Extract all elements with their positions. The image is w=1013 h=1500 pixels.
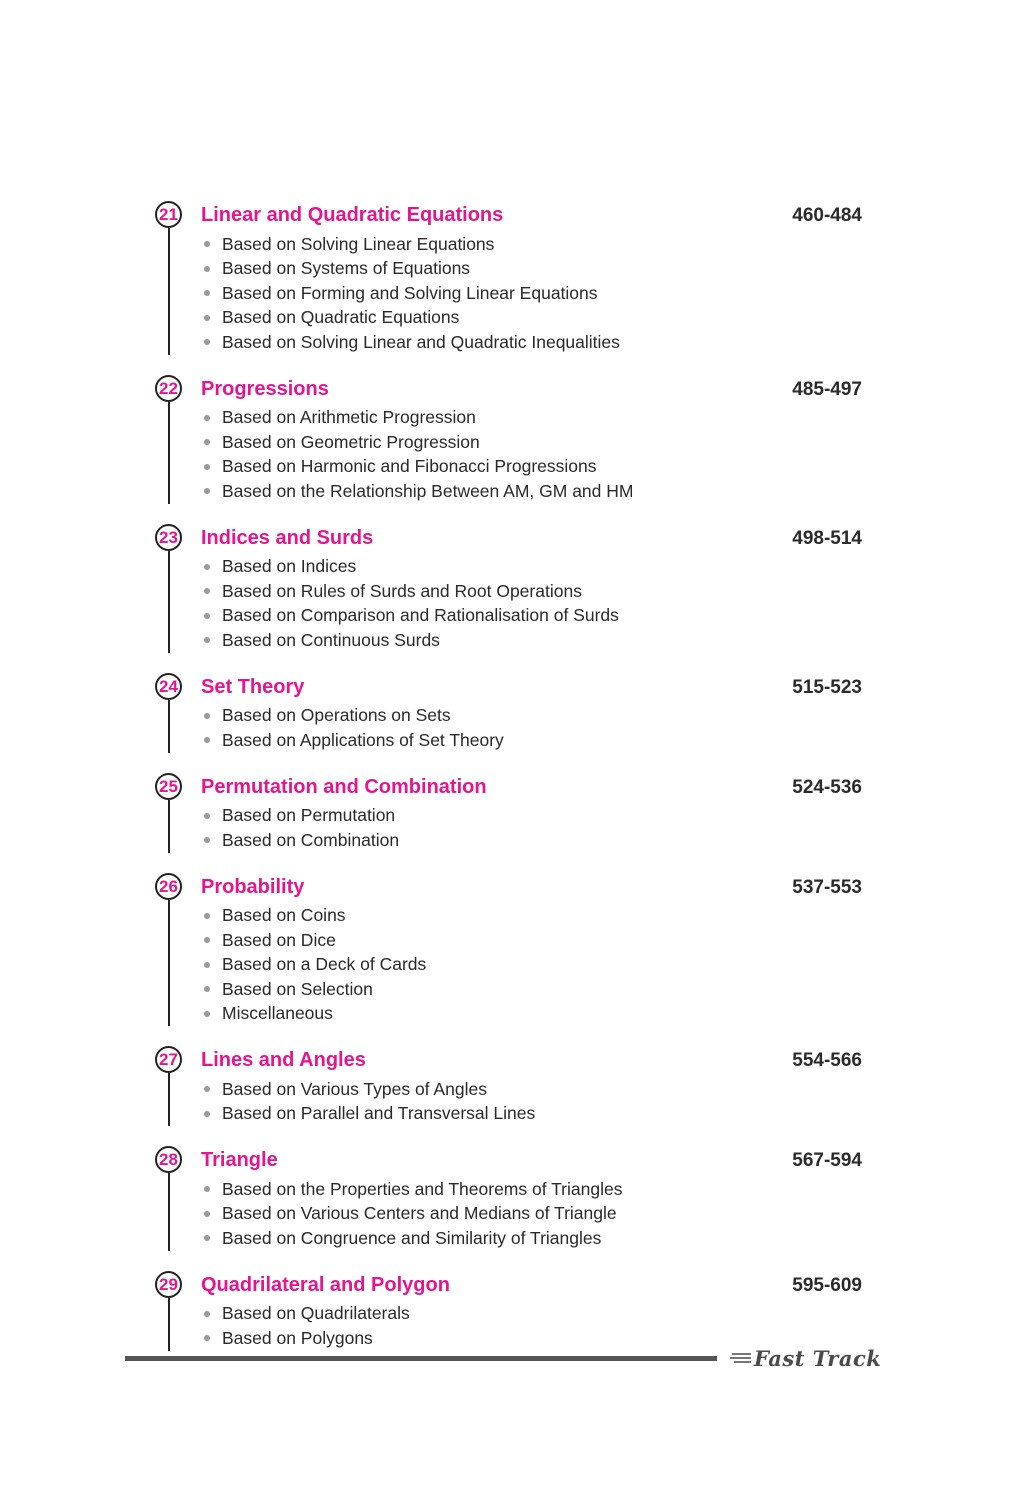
- chapter-entry: [150, 870, 862, 1027]
- bullet-icon: [204, 737, 210, 743]
- chapter-page-range: 485-497: [792, 378, 862, 400]
- topic-label: Based on Quadratic Equations: [222, 307, 460, 328]
- topic-label: Based on Solving Linear and Quadratic Inequalities: [222, 331, 620, 352]
- topic-item: [201, 628, 862, 653]
- bullet-icon: [204, 813, 210, 819]
- topic-label: Based on Permutation: [222, 805, 396, 826]
- topic-label: Based on Parallel and Transversal Lines: [222, 1103, 536, 1124]
- topic-label: Miscellaneous: [222, 1003, 333, 1024]
- chapter-header: [201, 770, 862, 804]
- topic-item: [201, 804, 862, 829]
- chapter-title: Set Theory: [201, 675, 305, 698]
- topic-list: [201, 804, 862, 853]
- chapter-page-range: 595-609: [792, 1274, 862, 1296]
- chapter-header: [201, 1043, 862, 1077]
- topic-list: [201, 1177, 862, 1251]
- topic-item: [201, 232, 862, 257]
- bullet-icon: [204, 1311, 210, 1317]
- topic-item: [201, 1202, 862, 1227]
- bullet-icon: [204, 1011, 210, 1017]
- chapter-number-badge: 26: [155, 873, 182, 900]
- topic-label: Based on Various Centers and Medians of Triangle: [222, 1203, 617, 1224]
- topic-item: [201, 1226, 862, 1251]
- chapter-connector-line: [168, 228, 170, 355]
- topic-label: Based on Polygons: [222, 1327, 373, 1348]
- topic-item: [201, 1302, 862, 1327]
- topic-label: Based on Rules of Surds and Root Operations: [222, 580, 582, 601]
- chapter-entry: [150, 1143, 862, 1251]
- topic-label: Based on Coins: [222, 905, 346, 926]
- bullet-icon: [204, 588, 210, 594]
- chapter-title: Quadrilateral and Polygon: [201, 1273, 450, 1296]
- topic-label: Based on a Deck of Cards: [222, 954, 427, 975]
- bullet-icon: [204, 1086, 210, 1092]
- topic-label: Based on Quadrilaterals: [222, 1303, 410, 1324]
- chapter-number-badge: 29: [155, 1271, 182, 1298]
- brand-logo: [730, 1343, 881, 1373]
- bullet-icon: [204, 439, 210, 445]
- bullet-icon: [204, 488, 210, 494]
- chapter-header: [201, 521, 862, 555]
- chapter-entry: [150, 372, 862, 504]
- bullet-icon: [204, 339, 210, 345]
- topic-item: [201, 928, 862, 953]
- chapter-header: [201, 198, 862, 232]
- topic-item: [201, 1002, 862, 1027]
- topic-item: [201, 579, 862, 604]
- topic-label: Based on Continuous Surds: [222, 629, 440, 650]
- topic-label: Based on Selection: [222, 978, 373, 999]
- chapter-connector-line: [168, 551, 170, 653]
- bullet-icon: [204, 241, 210, 247]
- chapter-page-range: 524-536: [792, 776, 862, 798]
- bullet-icon: [204, 415, 210, 421]
- bullet-icon: [204, 1235, 210, 1241]
- topic-label: Based on Congruence and Similarity of Triangles: [222, 1227, 602, 1248]
- chapter-entry: [150, 1268, 862, 1351]
- chapter-title: Permutation and Combination: [201, 775, 487, 798]
- chapter-title: Progressions: [201, 377, 329, 400]
- chapter-page-range: 515-523: [792, 676, 862, 698]
- chapter-number-badge: 25: [155, 773, 182, 800]
- bullet-icon: [204, 637, 210, 643]
- bullet-icon: [204, 913, 210, 919]
- bullet-icon: [204, 1211, 210, 1217]
- topic-list: [201, 555, 862, 653]
- chapter-title: Lines and Angles: [201, 1049, 366, 1071]
- bullet-icon: [204, 1186, 210, 1192]
- topic-label: Based on Indices: [222, 556, 357, 577]
- chapter-entry: [150, 198, 862, 355]
- chapter-header: [201, 870, 862, 904]
- topic-item: [201, 455, 862, 480]
- chapter-number-badge: 28: [155, 1146, 182, 1173]
- chapter-title: Triangle: [201, 1149, 278, 1171]
- bullet-icon: [204, 266, 210, 272]
- chapter-page-range: 567-594: [792, 1150, 862, 1171]
- bullet-icon: [204, 613, 210, 619]
- chapter-connector-line: [168, 1298, 170, 1351]
- chapter-page-range: 460-484: [792, 205, 862, 226]
- topic-list: [201, 232, 862, 355]
- chapter-title: Probability: [201, 875, 305, 898]
- chapter-number-badge: 24: [155, 673, 182, 700]
- bullet-icon: [204, 1111, 210, 1117]
- chapter-connector-line: [168, 1173, 170, 1251]
- topic-item: [201, 604, 862, 629]
- topic-label: Based on Forming and Solving Linear Equations: [222, 282, 598, 303]
- topic-item: [201, 977, 862, 1002]
- bullet-icon: [204, 713, 210, 719]
- chapter-connector-line: [168, 900, 170, 1027]
- footer-rule: [125, 1356, 717, 1361]
- chapter-entry: [150, 521, 862, 653]
- topic-item: [201, 430, 862, 455]
- chapter-number-badge: 21: [155, 201, 182, 228]
- bullet-icon: [204, 962, 210, 968]
- topic-item: [201, 728, 862, 753]
- chapter-number-badge: 23: [155, 524, 182, 551]
- topic-label: Based on Dice: [222, 929, 336, 950]
- bullet-icon: [204, 986, 210, 992]
- topic-item: [201, 828, 862, 853]
- bullet-icon: [204, 937, 210, 943]
- topic-label: Based on Harmonic and Fibonacci Progressions: [222, 456, 597, 477]
- chapter-header: [201, 372, 862, 406]
- bullet-icon: [204, 315, 210, 321]
- topic-item: [201, 306, 862, 331]
- chapter-title: Linear and Quadratic Equations: [201, 204, 504, 226]
- topic-item: [201, 406, 862, 431]
- topic-label: Based on Applications of Set Theory: [222, 729, 504, 750]
- chapter-page-range: 554-566: [792, 1050, 862, 1071]
- topic-item: [201, 1077, 862, 1102]
- topic-label: Based on Combination: [222, 829, 400, 850]
- chapter-entry: [150, 1043, 862, 1126]
- chapter-header: [201, 670, 862, 704]
- topic-list: [201, 1077, 862, 1126]
- chapter-header: [201, 1268, 862, 1302]
- topic-label: Based on Comparison and Rationalisation of Surds: [222, 605, 619, 626]
- topic-label: Based on Solving Linear Equations: [222, 233, 495, 254]
- speed-lines-icon: [730, 1351, 752, 1365]
- topic-item: [201, 904, 862, 929]
- bullet-icon: [204, 1335, 210, 1341]
- topic-label: Based on Various Types of Angles: [222, 1078, 487, 1099]
- chapter-page-range: 537-553: [792, 876, 862, 898]
- topic-label: Based on Systems of Equations: [222, 258, 471, 279]
- topic-label: Based on the Relationship Between AM, GM and HM: [222, 480, 634, 501]
- topic-item: [201, 555, 862, 580]
- chapter-connector-line: [168, 800, 170, 853]
- topic-item: [201, 479, 862, 504]
- bullet-icon: [204, 837, 210, 843]
- bullet-icon: [204, 564, 210, 570]
- topic-item: [201, 257, 862, 282]
- topic-item: [201, 330, 862, 355]
- topic-list: [201, 904, 862, 1027]
- topic-label: Based on the Properties and Theorems of Triangles: [222, 1178, 623, 1199]
- topic-item: [201, 1102, 862, 1127]
- chapter-connector-line: [168, 402, 170, 504]
- topic-label: Based on Geometric Progression: [222, 431, 480, 452]
- bullet-icon: [204, 290, 210, 296]
- topic-item: [201, 1177, 862, 1202]
- topic-item: [201, 704, 862, 729]
- topic-label: Based on Arithmetic Progression: [222, 407, 476, 428]
- chapter-entry: [150, 670, 862, 753]
- chapter-connector-line: [168, 1073, 170, 1126]
- topic-label: Based on Operations on Sets: [222, 705, 451, 726]
- chapter-connector-line: [168, 700, 170, 753]
- topic-list: [201, 406, 862, 504]
- topic-item: [201, 953, 862, 978]
- topic-item: [201, 281, 862, 306]
- topic-list: [201, 704, 862, 753]
- chapter-number-badge: 22: [155, 375, 182, 402]
- chapter-entry: [150, 770, 862, 853]
- table-of-contents: [150, 198, 862, 1351]
- chapter-page-range: 498-514: [792, 527, 862, 549]
- chapter-title: Indices and Surds: [201, 526, 374, 549]
- chapter-number-badge: 27: [155, 1046, 182, 1073]
- chapter-header: [201, 1143, 862, 1177]
- brand-name: Fast Track: [754, 1345, 882, 1371]
- bullet-icon: [204, 464, 210, 470]
